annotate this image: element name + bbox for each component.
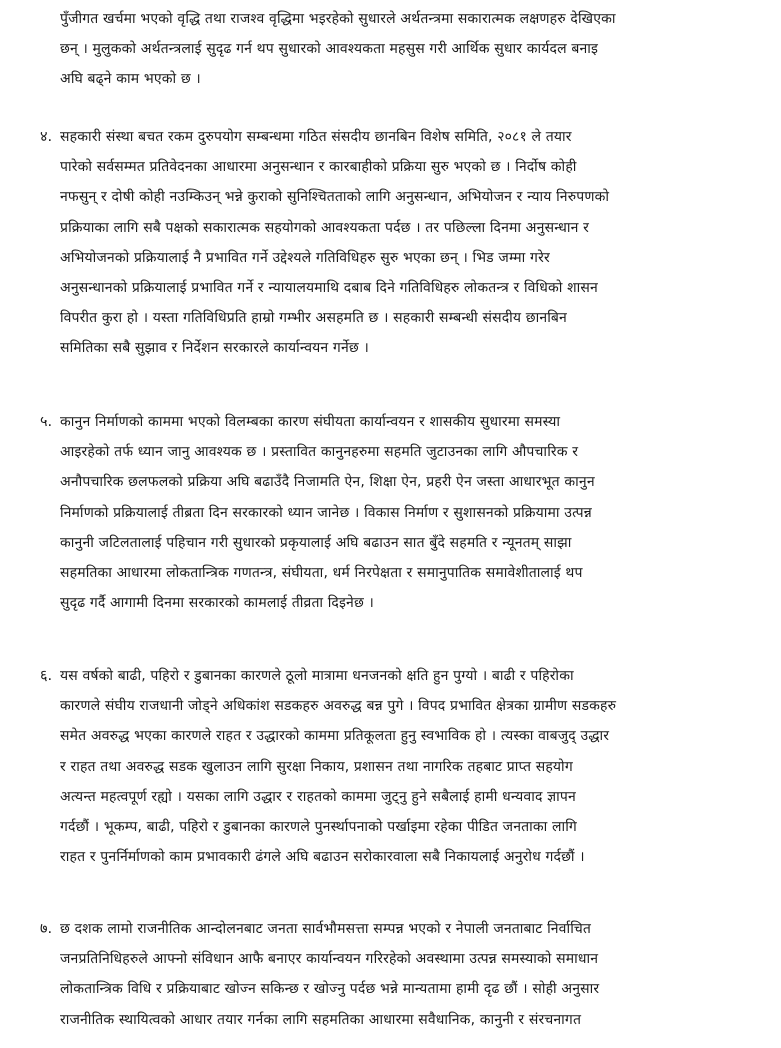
paragraph-continuation	[40, 4, 740, 95]
paragraph-line: अनौपचारिक छलफलको प्रक्रिया अघि बढाउँदै निजामति ऐन, शिक्षा ऐन, प्रहरी ऐन जस्ता आधारभूत कानुन	[60, 474, 595, 491]
paragraph-number: ६.	[40, 668, 53, 684]
paragraph-line: र राहत तथा अवरुद्ध सडक खुलाउन लागि सुरक्षा निकाय, प्रशासन तथा नागरिक तहबाट प्राप्त सहयोग	[60, 758, 573, 775]
paragraph-line: गर्दछौं । भूकम्प, बाढी, पहिरो र डुबानका कारणले पुनर्स्थापनाको पर्खाइमा रहेका पीडित जनताका लागि	[60, 818, 577, 835]
paragraph-line: अत्यन्त महत्वपूर्ण रह्यो । यसका लागि उद्धार र राहतको काममा जुट्नु हुने सबैलाई हामी धन्यवाद ज्ञापन	[60, 788, 576, 805]
paragraph-number: ५.	[40, 414, 53, 430]
paragraph-line: लोकतान्त्रिक विधि र प्रक्रियाबाट खोज्न सकिन्छ र खोज्नु पर्दछ भन्ने मान्यतामा हामी दृढ छौं । सोही अनुसार	[60, 981, 600, 998]
paragraph-line: निर्माणको प्रक्रियालाई तीब्रता दिन सरकारको ध्यान जानेछ । विकास निर्माण र सुशासनको प्रक्रियामा उत्पन्न	[60, 504, 592, 521]
paragraph-line: अघि बढ्ने काम भएको छ ।	[60, 71, 201, 88]
paragraph-line: राहत र पुनर्निर्माणको काम प्रभावकारी ढंगले अघि बढाउन सरोकारवाला सबै निकायलाई अनुरोध गर्दछौं ।	[60, 849, 585, 866]
paragraph-line: जनप्रतिनिधिहरुले आफ्नो संविधान आफै बनाएर कार्यान्वयन गरिरहेको अवस्थामा उत्पन्न समस्याको समाधान	[60, 951, 599, 968]
paragraph-line: पारेको सर्वसम्मत प्रतिवेदनका आधारमा अनुसन्धान र कारबाहीको प्रक्रिया सुरु भएको छ । निर्दोष कोही	[60, 159, 577, 176]
paragraph-line: समेत अवरुद्ध भएका कारणले राहत र उद्धारको काममा प्रतिकूलता हुनु स्वभाविक हो । त्यस्का वाबजुद् उद्धार	[60, 728, 610, 745]
paragraph-line: यस वर्षको बाढी, पहिरो र डुबानका कारणले ठूलो मात्रामा धनजनको क्षति हुन पुग्यो । बाढी र पहिरोका	[60, 668, 574, 684]
paragraph-line: प्रक्रियाका लागि सबै पक्षको सकारात्मक सहयोगको आवश्यकता पर्दछ । तर पछिल्ला दिनमा अनुसन्धान र	[60, 219, 590, 236]
paragraph-line: कानुन निर्माणको काममा भएको विलम्बका कारण संघीयता कार्यान्वयन र शासकीय सुधारमा समस्या	[60, 414, 561, 430]
paragraph-line: अभियोजनको प्रक्रियालाई नै प्रभावित गर्ने उद्देश्यले गतिविधिहरु सुरु भएका छन् । भिड जम्मा गरेर	[60, 249, 550, 266]
paragraph-line: कारणले संघीय राजधानी जोड्ने अधिकांश सडकहरु अवरुद्ध बन्न पुगे । विपद प्रभावित क्षेत्रका ग्रामीण सडकहरु	[60, 698, 617, 715]
paragraph-line: कानुनी जटिलतालाई पहिचान गरी सुधारको प्रकृयालाई अघि बढाउन सात बुँदे सहमति र न्यूनतम् साझा	[60, 534, 572, 551]
paragraph-line: सहमतिका आधारमा लोकतान्त्रिक गणतन्त्र, संघीयता, धर्म निरपेक्षता र समानुपातिक समावेशीतालाई थप	[60, 564, 583, 581]
paragraph-line: अनुसन्धानको प्रक्रियालाई प्रभावित गर्ने र न्यायालयमाथि दबाब दिने गतिविधिहरु लोकतन्त्र र विधिको शासन	[60, 279, 598, 296]
paragraph-line: सुदृढ गर्दै आगामी दिनमा सरकारको कामलाई तीव्रता दिइनेछ ।	[60, 595, 374, 612]
paragraph-6	[40, 661, 740, 872]
paragraph-4	[40, 122, 740, 364]
paragraph-line: छ दशक लामो राजनीतिक आन्दोलनबाट जनता सार्वभौमसत्ता सम्पन्न भएको र नेपाली जनताबाट निर्वाचित	[60, 921, 592, 937]
paragraph-number: ७.	[40, 921, 53, 937]
paragraph-5	[40, 407, 740, 618]
paragraph-line: राजनीतिक स्थायित्वको आधार तयार गर्नका लागि सहमतिका आधारमा सवैधानिक, कानुनी र संरचनागत	[60, 1011, 582, 1028]
paragraph-line: सहकारी संस्था बचत रकम दुरुपयोग सम्बन्धमा गठित संसदीय छानबिन विशेष समिति, २०८१ ले तयार	[60, 129, 572, 145]
paragraph-line: नफसुन् र दोषी कोही नउम्किउन् भन्ने कुराको सुनिश्चितताको लागि अनुसन्धान, अभियोजन र न्याय निरुपणको	[60, 189, 610, 206]
paragraph-line: समितिका सबै सुझाव र निर्देशन सरकारले कार्यान्वयन गर्नेछ ।	[60, 340, 369, 357]
paragraph-line: पुँजीगत खर्चमा भएको वृद्धि तथा राजश्व वृद्धिमा भइरहेको सुधारले अर्थतन्त्रमा सकारात्मक लक्षणहरु देखिएका	[60, 11, 616, 27]
paragraph-number: ४.	[40, 129, 53, 145]
paragraph-7	[40, 914, 740, 1035]
paragraph-line: विपरीत कुरा हो । यस्ता गतिविधिप्रति हाम्रो गम्भीर असहमति छ । सहकारी सम्बन्धी संसदीय छानबिन	[60, 310, 567, 327]
paragraph-line: आइरहेको तर्फ ध्यान जानु आवश्यक छ । प्रस्तावित कानुनहरुमा सहमति जुटाउनका लागि औपचारिक र	[60, 444, 579, 461]
paragraph-line: छन् । मुलुकको अर्थतन्त्रलाई सुदृढ गर्न थप सुधारको आवश्यकता महसुस गरी आर्थिक सुधार कार्यदल बनाइ	[60, 41, 599, 58]
